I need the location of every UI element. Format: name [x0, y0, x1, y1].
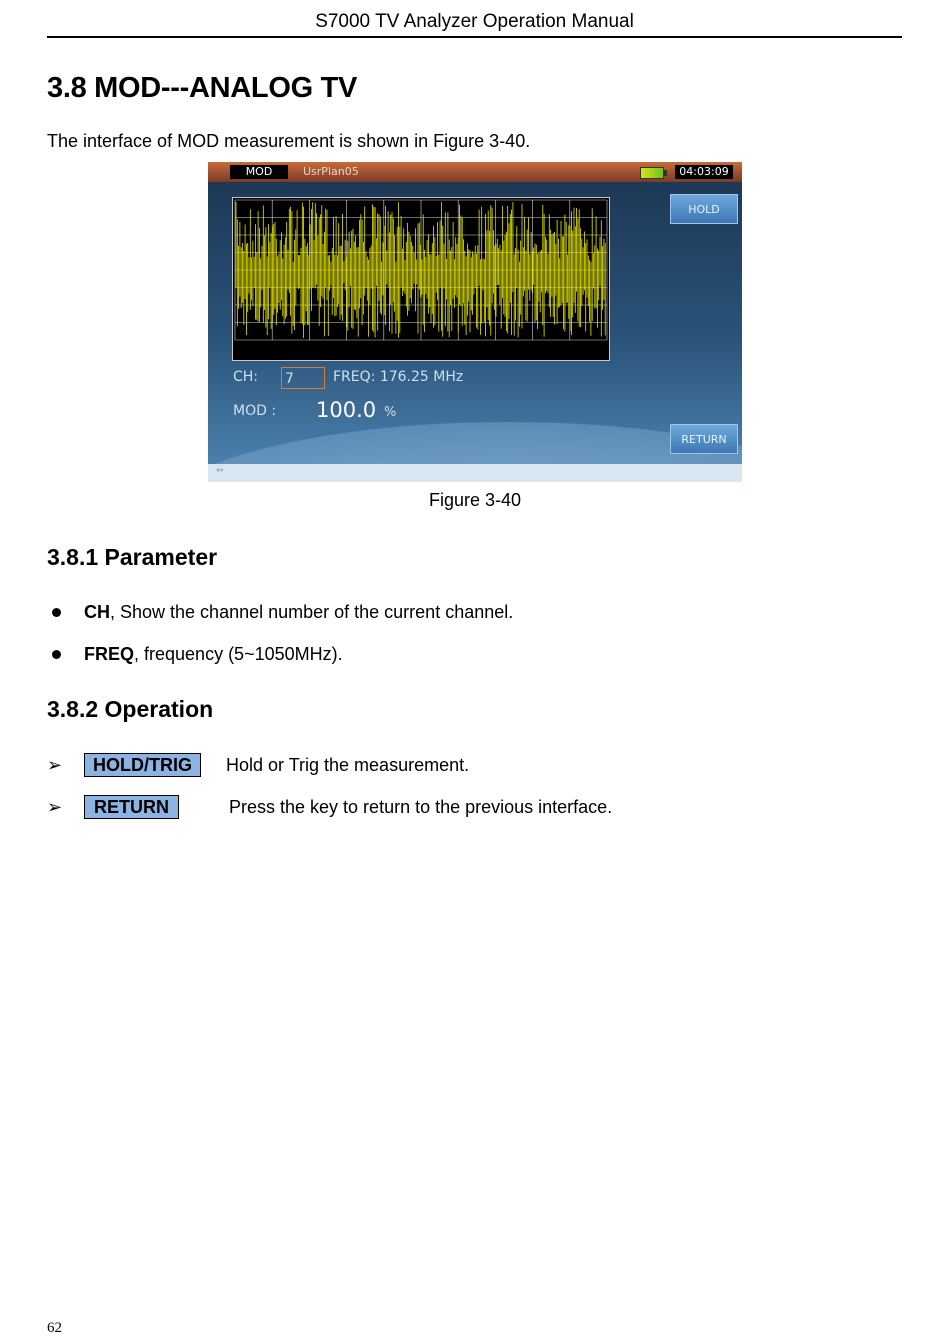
mod-value: 100.0	[316, 398, 377, 422]
key-label: HOLD/TRIG	[84, 753, 201, 777]
arrow-bullet-icon: ➢	[47, 755, 63, 775]
key-label: RETURN	[84, 795, 179, 819]
page-header	[47, 10, 902, 38]
parameter-title: 3.8.1 Parameter	[47, 544, 218, 570]
plan-name: UsrPlan05	[303, 165, 359, 178]
waveform-display	[232, 197, 610, 361]
hold-button[interactable]: HOLD	[670, 194, 738, 224]
scope-baseline-area	[233, 341, 609, 360]
ch-label: CH:	[233, 369, 259, 385]
operation-desc: Hold or Trig the measurement.	[226, 755, 470, 775]
section-title: 3.8 MOD---ANALOG TV	[47, 72, 358, 104]
footer-arrows-icon: ⇔	[216, 466, 224, 476]
param-term: CH	[84, 602, 110, 622]
header-title: S7000 TV Analyzer Operation Manual	[315, 11, 634, 32]
device-screenshot	[208, 162, 742, 482]
bullet-icon	[52, 650, 61, 659]
freq-readout: FREQ: 176.25 MHz	[333, 369, 464, 385]
figure-caption: Figure 3-40	[428, 490, 522, 510]
battery-icon	[640, 167, 664, 179]
device-footer-bar	[208, 464, 742, 482]
operation-desc: Press the key to return to the previous interface.	[229, 797, 613, 817]
bullet-icon	[52, 608, 61, 617]
operation-title: 3.8.2 Operation	[47, 696, 214, 722]
device-clock: 04:03:09	[675, 165, 733, 179]
param-desc: , frequency (5~1050MHz).	[134, 644, 343, 664]
param-term: FREQ	[84, 644, 135, 664]
return-button[interactable]: RETURN	[670, 424, 738, 454]
mod-label: MOD :	[233, 403, 277, 419]
page-number: 62	[47, 1320, 62, 1336]
device-status-bar	[208, 162, 742, 182]
channel-input[interactable]: 7	[281, 367, 325, 389]
param-desc: , Show the channel number of the current channel.	[110, 602, 514, 622]
section-intro: The interface of MOD measurement is shown in Figure 3-40.	[47, 131, 531, 151]
mod-unit: %	[384, 405, 397, 420]
arrow-bullet-icon: ➢	[47, 797, 63, 817]
mode-badge: MOD	[230, 165, 288, 179]
